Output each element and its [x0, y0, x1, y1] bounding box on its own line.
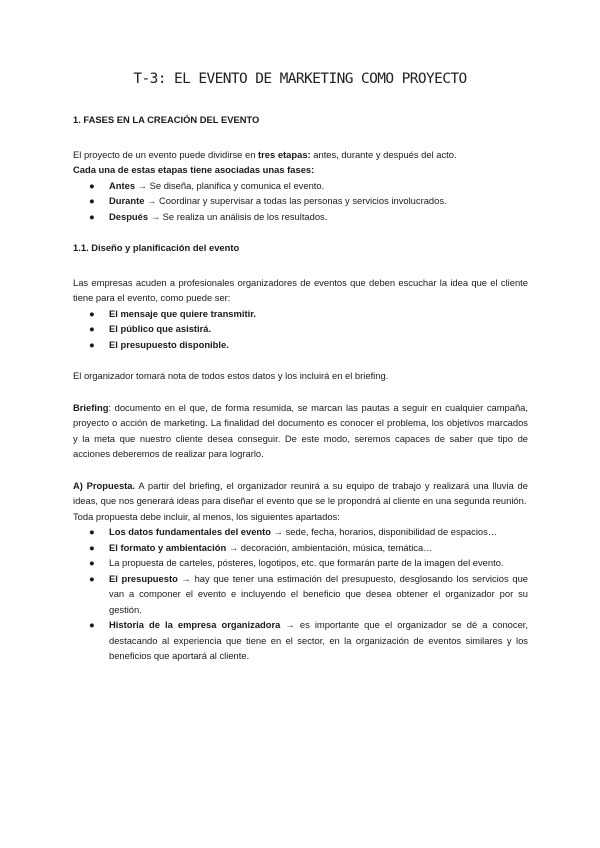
list-item: ● El presupuesto disponible.: [73, 337, 528, 353]
list-item: ● Antes → Se diseña, planifica y comunica el evento.: [73, 178, 528, 194]
proposal-list: [73, 524, 528, 664]
briefing-paragraph: Briefing: documento en el que, de forma resumida, se marcan las pautas a seguir en cualquier campaña, proyecto o acción de marketing. La finalidad del documento es conocer el problema, los objetivos marcados y la meta que nuestro cliente desea conseguir. De este modo, seremos capaces de saber que tipo de acciones deberemos de realizar para lograrlo.: [73, 401, 528, 459]
client-ideas-list: [73, 306, 528, 353]
list-item: ● El mensaje que quiere transmitir.: [73, 306, 528, 322]
list-item: ● Historia de la empresa organizadora → es importante que el organizador se dé a conocer, destacando al experiencia que tiene en el sector, en la organización de eventos similares y los beneficios que aportará al cliente.: [89, 619, 528, 661]
list-item: ● El presupuesto → hay que tener una estimación del presupuesto, desglosando los servicios que van a componer el evento e incluyendo el beneficio que desea obtener el organizador por su gestión.: [89, 572, 528, 615]
document-title: T-3: EL EVENTO DE MARKETING COMO PROYECTO: [133, 71, 467, 87]
list-item: ● Los datos fundamentales del evento → sede, fecha, horarios, disponibilidad de espacios…: [73, 524, 528, 540]
list-item: ● Después → Se realiza un análisis de los resultados.: [73, 209, 528, 225]
list-item: ● El formato y ambientación → decoración, ambientación, música, temática…: [73, 540, 528, 556]
bullet-icon: ●: [89, 195, 95, 206]
bullet-icon: ●: [89, 179, 95, 191]
list-item: ● Durante → Coordinar y supervisar a todas las personas y servicios involucrados.: [73, 193, 528, 209]
list-item: ● La propuesta de carteles, pósteres, logotipos, etc. que formarán parte de la imagen del evento.: [73, 555, 528, 571]
bullet-icon: ●: [89, 526, 95, 537]
proposal-paragraph: A) Propuesta. A partir del briefing, el organizador reunirá a su equipo de trabajo y realizará una lluvia de ideas, que nos generará ideas para diseñar el evento que se le propondrá al cliente en una segunda reunión.: [73, 479, 528, 506]
bullet-icon: ●: [89, 338, 95, 350]
bullet-icon: ●: [89, 210, 95, 222]
organizer-note: El organizador tomará nota de todos estos datos y los incluirá en el briefing.: [73, 370, 389, 381]
section-1-1-heading: 1.1. Diseño y planificación del evento: [73, 242, 240, 253]
bullet-icon: ●: [89, 541, 95, 553]
phases-list: [73, 178, 528, 225]
bullet-icon: ●: [89, 307, 95, 319]
document-body: [73, 112, 528, 664]
section-1-intro: El proyecto de un evento puede dividirse en tres etapas: antes, durante y después del acto.: [73, 148, 457, 160]
section-1-heading: 1. FASES EN LA CREACIÓN DEL EVENTO: [73, 114, 260, 125]
section-1-1-intro: Las empresas acuden a profesionales organizadores de eventos que deben escuchar la idea que el cliente tiene para el evento, como puede ser:: [73, 276, 528, 303]
bullet-icon: ●: [89, 557, 95, 568]
bullet-icon: ●: [89, 323, 95, 334]
list-item: ● El público que asistirá.: [73, 321, 528, 337]
bullet-icon: ●: [89, 619, 95, 630]
proposal-intro: Toda propuesta debe incluir, al menos, los siguientes apartados:: [73, 510, 340, 522]
bullet-icon: ●: [89, 572, 95, 584]
section-1-intro-2: Cada una de estas etapas tiene asociadas unas fases:: [73, 164, 315, 175]
